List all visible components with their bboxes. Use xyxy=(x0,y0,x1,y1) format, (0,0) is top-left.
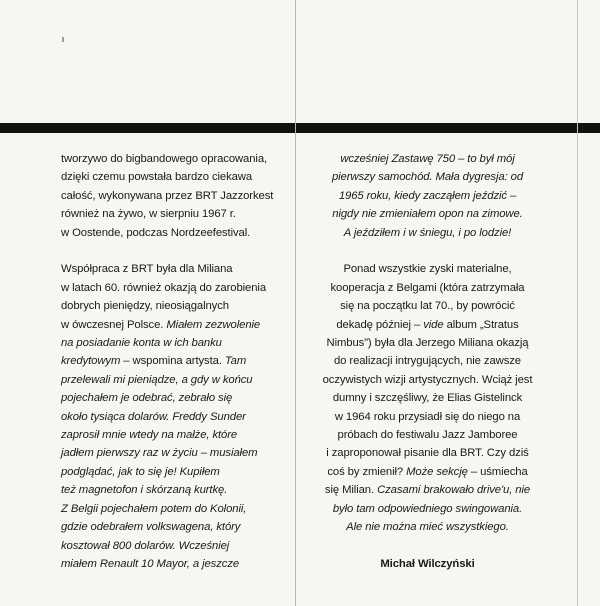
quote-line: 1965 roku, kiedy zacząłem jeździć – xyxy=(338,189,517,202)
text-line: w latach 60. również okazją do zarobienia xyxy=(61,281,267,294)
text-line xyxy=(61,316,295,334)
top-black-rule xyxy=(0,123,600,133)
quote-run: Może sekcję xyxy=(406,465,468,478)
quote-line: nigdy nie zmieniałem opon na zimowe. xyxy=(332,208,523,221)
quote-line: miałem Renault 10 Mayor, a jeszcze xyxy=(61,557,240,570)
quote-line: około tysiąca dolarów. Freddy Sunder xyxy=(61,410,246,423)
text-line: tworzywo do bigbandowego opracowania, xyxy=(61,153,268,165)
text-line: w 1964 roku przysiadł się do niego na xyxy=(334,410,521,423)
text-run: – uśmiecha xyxy=(467,465,528,478)
text-line xyxy=(61,352,295,370)
quote-line: A jeździłem i w śniegu, i po lodzie! xyxy=(343,226,512,239)
text-line xyxy=(305,463,550,481)
quote-run: Miałem zezwolenie xyxy=(166,318,261,331)
text-line xyxy=(305,316,550,334)
text-line: oczywistych wizji artystycznych. Wciąż jest xyxy=(322,373,533,386)
quote-line: podglądać, jak to się je! Kupiłem xyxy=(61,465,220,478)
page-edge-line xyxy=(577,0,578,606)
paragraph-gap xyxy=(61,242,295,260)
text-line: również na żywo, w sierpniu 1967 r. xyxy=(61,208,236,221)
quote-line: pojechałem je odebrać, zebrało się xyxy=(61,392,233,405)
quote-run: vide xyxy=(423,318,444,331)
text-line: dumny i szczęśliwy, że Elias Gistelinck xyxy=(332,392,523,405)
quote-run: Tam xyxy=(224,355,247,368)
quote-run: Czasami brakowało drive'u, nie xyxy=(377,484,531,497)
quote-line: też magnetofon i skórzaną kurtkę. xyxy=(61,484,228,497)
text-line: próbach do festiwalu Jazz Jamboree xyxy=(337,429,518,442)
paragraph-gap xyxy=(305,242,550,260)
quote-line: jadłem pierwszy raz w życiu – musiałem xyxy=(61,447,258,460)
text-line: całość, wykonywana przez BRT Jazzorkest xyxy=(61,189,274,202)
text-line: kooperacja z Belgami (która zatrzymała xyxy=(330,281,525,294)
text-run: dekadę później – xyxy=(336,318,424,331)
text-line xyxy=(305,481,550,499)
quote-run: kredytowym xyxy=(61,355,121,368)
quote-line: było tam odpowiedniego swingowania. xyxy=(332,502,523,515)
text-line: dobrych pieniędzy, nieosiągalnych xyxy=(61,300,229,313)
text-line: do realizacji intrygujących, nie zawsze xyxy=(334,355,521,368)
right-text-column xyxy=(305,150,550,573)
quote-line: gdzie odebrałem volkswagena, który xyxy=(61,521,241,534)
text-line: dzięki czemu powstała bardzo ciekawa xyxy=(61,171,253,184)
text-line: i zaproponował pisanie dla BRT. Czy dziś xyxy=(326,447,529,460)
quote-line: przelewali mi pieniądze, a gdy w końcu xyxy=(61,373,253,386)
text-line: Ponad wszystkie zyski materialne, xyxy=(343,263,512,276)
left-text-column xyxy=(61,150,295,573)
text-line: Współpraca z BRT była dla Miliana xyxy=(61,263,233,276)
text-run: coś by zmienił? xyxy=(327,465,407,478)
quote-line: zaprosił mnie wtedy na małże, które xyxy=(61,429,238,442)
text-line: się na początku lat 70., by powrócić xyxy=(340,300,515,313)
page-fold-line xyxy=(295,0,296,606)
quote-line: pierwszy samochód. Mała dygresja: od xyxy=(331,171,524,184)
quote-line: na posiadanie konta w ich banku xyxy=(61,337,222,350)
text-line: w Oostende, podczas Nordzeefestival. xyxy=(61,226,251,239)
text-line: Nimbus”) była dla Jerzego Miliana okazją xyxy=(326,337,529,350)
text-run: album „Stratus xyxy=(443,318,519,331)
text-run: w ówczesnej Polsce. xyxy=(61,318,167,331)
quote-line: Z Belgii pojechałem potem do Kolonii, xyxy=(61,502,247,515)
quote-line: kosztował 800 dolarów. Wcześniej xyxy=(61,539,230,552)
text-run: – wspomina artysta. xyxy=(120,355,225,368)
quote-line: Ale nie można mieć wszystkiego. xyxy=(346,521,509,534)
author-name: Michał Wilczyński xyxy=(380,557,475,570)
quote-line: wcześniej Zastawę 750 – to był mój xyxy=(340,153,515,165)
text-run: się Milian. xyxy=(324,484,378,497)
paper-speck xyxy=(62,37,64,42)
